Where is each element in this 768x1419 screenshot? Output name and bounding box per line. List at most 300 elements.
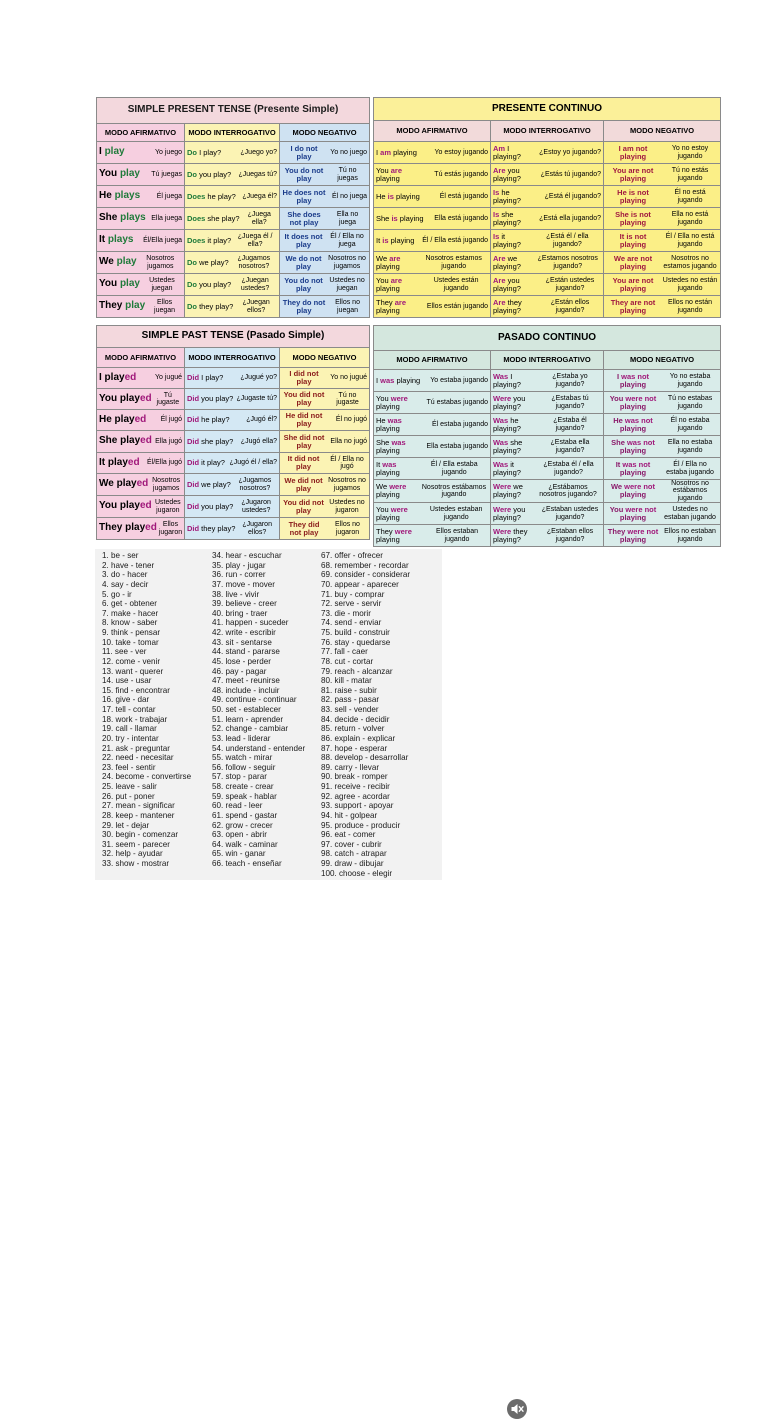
interrogative-spanish: ¿Estaba él jugando? — [553, 417, 587, 432]
affirmative-english — [376, 395, 424, 411]
interrogative-english — [187, 303, 233, 311]
affirmative-spanish: Ella juega — [151, 214, 182, 222]
interrogative-content — [187, 211, 277, 226]
verb-item: 99. draw - dibujar — [321, 859, 384, 868]
affirmative-verb: ed — [127, 456, 140, 468]
verb-item: 5. go - ir — [102, 589, 132, 599]
negative-content — [282, 277, 367, 293]
affirmative-english — [99, 458, 140, 469]
interrogative-cell — [185, 389, 280, 410]
affirmative-spanish: Ustedes jugaron — [154, 499, 181, 514]
affirmative-cell — [97, 208, 185, 230]
verb-item: 11. see - ver — [102, 647, 147, 657]
negative-cell — [604, 274, 721, 296]
verb-item: 17. tell - contar — [102, 705, 156, 714]
affirmative-verb: playing — [376, 467, 400, 477]
affirmative-english — [376, 461, 419, 477]
affirmative-cell — [97, 518, 185, 540]
affirmative-content — [99, 191, 182, 202]
interrogative-english — [493, 145, 537, 161]
negative-english: You are not playing — [612, 165, 654, 183]
verb-item: 58. create - crear — [212, 782, 274, 791]
negative-cell — [280, 274, 370, 296]
affirmative-cell — [374, 480, 491, 503]
affirmative-auxiliary: are — [389, 253, 401, 263]
affirmative-content — [99, 213, 182, 224]
verb-item: 24. become - convertirse — [102, 772, 192, 782]
negative-content — [606, 373, 718, 389]
affirmative-content — [99, 235, 182, 246]
verb-item: 29. let - dejar — [102, 820, 150, 830]
header-negativo: MODO NEGATIVO — [280, 124, 370, 142]
interrogative-auxiliary: Was — [493, 415, 509, 425]
interrogative-content — [493, 255, 601, 271]
verb-item: 86. explain - explicar — [321, 733, 396, 743]
affirmative-spanish: Ustedes juegan — [149, 277, 175, 292]
table-row — [97, 274, 370, 296]
affirmative-subject: You — [376, 393, 391, 403]
negative-spanish: Él / Ella no jugó — [330, 455, 364, 470]
interrogative-rest: they play? — [199, 523, 236, 533]
affirmative-cell — [97, 453, 185, 474]
affirmative-auxiliary: was — [380, 375, 395, 385]
affirmative-subject: I — [376, 147, 381, 157]
negative-content — [606, 395, 718, 411]
affirmative-cell — [374, 392, 491, 414]
interrogative-cell — [491, 525, 604, 547]
negative-spanish: Nosotros no estábamos jugando — [671, 480, 709, 502]
interrogative-english — [493, 528, 537, 544]
table-title: PASADO CONTINUO — [374, 326, 721, 351]
negative-content — [282, 391, 367, 407]
negative-cell — [280, 518, 370, 540]
affirmative-auxiliary: am — [380, 147, 392, 157]
interrogative-english — [493, 189, 537, 205]
affirmative-verb: play — [119, 168, 140, 180]
verb-item: 71. buy - comprar — [321, 589, 385, 599]
negative-english: He does not play — [282, 187, 326, 205]
interrogative-cell — [491, 392, 604, 414]
affirmative-subject: We play — [99, 478, 137, 490]
negative-content — [606, 480, 718, 502]
table-row — [374, 208, 721, 230]
negative-english: You did not play — [283, 390, 325, 407]
negative-english: They are not playing — [610, 297, 656, 315]
negative-content — [282, 412, 367, 428]
negative-content — [282, 233, 367, 249]
affirmative-auxiliary: is — [382, 235, 389, 245]
verb-item: 81. raise - subir — [321, 685, 377, 695]
affirmative-verb: playing — [376, 173, 400, 183]
verb-item: 89. carry - llevar — [321, 762, 380, 772]
negative-english: We do not play — [285, 253, 322, 271]
interrogative-auxiliary: Is — [493, 187, 500, 197]
presente-continuo-table — [373, 97, 721, 318]
affirmative-auxiliary: were — [390, 504, 408, 514]
interrogative-auxiliary: Do — [187, 257, 197, 267]
affirmative-verb: playing — [397, 213, 424, 223]
affirmative-verb: playing — [391, 147, 417, 157]
affirmative-content — [99, 255, 182, 270]
affirmative-subject: It play — [99, 456, 128, 468]
verb-item: 76. stay - quedarse — [321, 637, 391, 647]
affirmative-auxiliary: are — [394, 297, 407, 307]
affirmative-cell — [97, 142, 185, 164]
table-row — [97, 296, 370, 318]
verb-item: 75. build - construir — [321, 628, 390, 637]
verb-item: 36. run - correr — [212, 570, 266, 580]
negative-content — [282, 434, 367, 450]
verb-list-panel — [95, 549, 442, 880]
negative-spanish: Nosotros no estamos jugando — [663, 255, 717, 270]
interrogative-content — [493, 439, 601, 455]
affirmative-spanish: Ella jugó — [155, 437, 182, 445]
interrogative-rest: we play? — [199, 479, 231, 489]
negative-verb: playing — [619, 401, 647, 411]
verb-item: 10. take - tomar — [102, 637, 159, 647]
negative-spanish: Él no está jugando — [674, 189, 706, 204]
affirmative-english — [99, 191, 140, 202]
verb-item: 94. hit - golpear — [321, 810, 378, 820]
interrogative-cell — [185, 496, 280, 518]
table-row — [374, 436, 721, 458]
verb-column-2 — [212, 551, 305, 869]
interrogative-rest: it play? — [199, 458, 225, 468]
verb-item: 21. ask - preguntar — [102, 743, 170, 753]
affirmative-auxiliary: were — [389, 482, 407, 492]
negative-subject: We — [610, 482, 625, 492]
table-row — [97, 431, 370, 453]
verb-item: 74. send - enviar — [321, 618, 382, 628]
negative-content — [606, 189, 718, 205]
negative-spanish: Él / Ella no estaba jugando — [666, 461, 714, 476]
negative-cell — [280, 410, 370, 431]
affirmative-content — [99, 477, 182, 492]
affirmative-english — [376, 439, 424, 455]
interrogative-auxiliary: Were — [493, 504, 512, 514]
interrogative-rest: he playing? — [493, 187, 521, 205]
verb-item: 19. call - llamar — [102, 724, 157, 734]
interrogative-spanish: ¿Juego yo? — [240, 148, 277, 156]
header-interrogativo: MODO INTERROGATIVO — [491, 121, 604, 142]
negative-content — [282, 499, 367, 515]
affirmative-content — [376, 255, 488, 271]
affirmative-subject: We — [376, 482, 390, 492]
interrogative-content — [187, 149, 277, 157]
negative-cell — [280, 474, 370, 496]
verb-item: 2. have - tener — [102, 560, 155, 570]
verb-item: 96. eat - comer — [321, 830, 376, 840]
verb-item: 55. watch - mirar — [212, 753, 273, 763]
interrogative-rest: she playing? — [493, 209, 521, 227]
affirmative-cell — [97, 230, 185, 252]
interrogative-english — [187, 281, 231, 289]
affirmative-english — [99, 213, 146, 224]
affirmative-spanish: Nosotros jugamos — [152, 477, 181, 492]
verb-item: 73. die - morir — [321, 608, 371, 618]
interrogative-english — [187, 259, 229, 267]
interrogative-content — [493, 461, 601, 477]
table-row — [97, 474, 370, 496]
interrogative-spanish: ¿Está ella jugando? — [539, 214, 601, 222]
interrogative-rest: they playing? — [493, 526, 528, 544]
affirmative-cell — [97, 186, 185, 208]
negative-spanish: Nosotros no jugamos — [328, 255, 366, 270]
verb-item: 38. live - vivir — [212, 589, 260, 599]
table-row — [97, 208, 370, 230]
affirmative-content — [99, 415, 182, 426]
interrogative-spanish: ¿Juegan ustedes? — [240, 277, 270, 292]
negative-auxiliary: were not — [627, 526, 659, 536]
verb-item: 52. change - cambiar — [212, 724, 289, 734]
interrogative-content — [493, 277, 601, 293]
affirmative-spanish: Ellos estaban jugando — [435, 528, 479, 543]
interrogative-english — [187, 237, 231, 245]
negative-spanish: Ustedes no juegan — [329, 277, 365, 292]
verb-item: 13. want - querer — [102, 666, 164, 676]
negative-cell — [604, 503, 721, 525]
interrogative-spanish: ¿Juegas tú? — [238, 170, 277, 178]
negative-english — [606, 506, 660, 522]
affirmative-subject: You — [376, 504, 391, 514]
interrogative-rest: they playing? — [493, 297, 522, 315]
affirmative-cell — [374, 142, 491, 164]
table-row — [97, 142, 370, 164]
interrogative-spanish: ¿Estaba yo jugando? — [552, 373, 588, 388]
verb-item: 65. win - ganar — [212, 849, 266, 859]
interrogative-auxiliary: Are — [493, 297, 506, 307]
affirmative-verb: playing — [393, 191, 420, 201]
table-row — [374, 274, 721, 296]
interrogative-auxiliary: Did — [187, 458, 200, 468]
affirmative-english — [376, 377, 420, 385]
affirmative-subject: She play — [99, 435, 141, 447]
verb-item: 80. kill - matar — [321, 676, 372, 686]
interrogative-english — [187, 416, 230, 424]
table-row — [97, 252, 370, 274]
affirmative-cell — [374, 458, 491, 480]
affirmative-verb: playing — [376, 445, 400, 455]
interrogative-content — [187, 459, 277, 467]
negative-spanish: Ella no jugó — [330, 437, 367, 445]
interrogative-rest: it playing? — [493, 231, 521, 249]
speaker-muted-icon[interactable] — [507, 1399, 527, 1419]
table-row — [97, 410, 370, 431]
verb-item: 47. meet - reunirse — [212, 676, 280, 686]
negative-content — [282, 521, 367, 537]
affirmative-english — [376, 506, 422, 522]
interrogative-rest: you play? — [199, 394, 234, 404]
interrogative-spanish: ¿Jugó él / ella? — [229, 459, 277, 467]
verb-item: 98. catch - atrapar — [321, 849, 387, 859]
affirmative-content — [376, 149, 488, 157]
interrogative-auxiliary: Do — [187, 301, 197, 311]
verb-item: 23. feel - sentir — [102, 762, 156, 772]
table-row — [97, 518, 370, 540]
interrogative-spanish: ¿Jugué yo? — [240, 374, 277, 382]
affirmative-content — [99, 373, 182, 384]
negative-content — [282, 145, 367, 161]
verb-item: 79. reach - alcanzar — [321, 666, 393, 676]
affirmative-subject: He — [99, 190, 115, 202]
interrogative-content — [493, 167, 601, 183]
table-row — [97, 389, 370, 410]
verb-item: 91. receive - recibir — [321, 782, 390, 791]
affirmative-english — [376, 277, 422, 293]
affirmative-subject: They play — [99, 522, 146, 534]
affirmative-cell — [374, 230, 491, 252]
interrogative-auxiliary: Did — [187, 523, 200, 533]
affirmative-spanish: Tú jugaste — [156, 391, 180, 406]
negative-verb: playing — [619, 423, 647, 433]
affirmative-spanish: Tú estabas jugando — [426, 398, 488, 406]
negative-english — [606, 461, 660, 477]
interrogative-spanish: ¿Estaban ustedes jugando? — [541, 506, 599, 521]
negative-spanish: Ella no estaba jugando — [667, 439, 713, 454]
interrogative-rest: you play? — [197, 279, 232, 289]
table-row — [97, 368, 370, 389]
interrogative-auxiliary: Were — [493, 393, 512, 403]
negative-content — [282, 455, 367, 471]
affirmative-verb: play — [119, 278, 140, 290]
negative-content — [282, 477, 367, 493]
affirmative-verb: playing — [388, 235, 415, 245]
negative-content — [606, 233, 718, 249]
interrogative-rest: she playing? — [493, 437, 523, 455]
interrogative-spanish: ¿Estoy yo jugando? — [539, 148, 601, 156]
affirmative-english — [99, 235, 133, 246]
interrogative-auxiliary: Did — [187, 501, 200, 511]
negative-verb: playing — [619, 379, 647, 389]
table-row — [374, 296, 721, 318]
interrogative-spanish: ¿Juega él? — [242, 192, 277, 200]
verb-item: 27. mean - significar — [102, 801, 175, 811]
affirmative-subject: You — [99, 168, 120, 180]
affirmative-verb: ed — [124, 371, 137, 383]
affirmative-subject: We — [376, 253, 390, 263]
verb-item: 3. do - hacer — [102, 570, 148, 580]
affirmative-subject: She — [376, 437, 392, 447]
negative-cell — [280, 186, 370, 208]
negative-cell — [604, 370, 721, 392]
negative-verb: playing — [619, 467, 647, 477]
verb-item: 8. know - saber — [102, 618, 158, 628]
negative-english: She does not play — [287, 209, 321, 227]
affirmative-spanish: Nosotros estamos jugando — [425, 255, 482, 270]
table-row — [374, 370, 721, 392]
header-negativo: MODO NEGATIVO — [604, 121, 721, 142]
verb-item: 82. pass - pasar — [321, 695, 380, 705]
interrogative-english — [493, 483, 533, 499]
interrogative-rest: I play? — [199, 373, 224, 383]
negative-english: You did not play — [283, 497, 324, 515]
interrogative-cell — [491, 208, 604, 230]
interrogative-rest: you playing? — [493, 504, 526, 522]
negative-content — [282, 299, 367, 315]
interrogative-auxiliary: Is — [493, 231, 500, 241]
verb-item: 78. cut - cortar — [321, 656, 374, 666]
negative-auxiliary: were not — [624, 482, 656, 492]
table-row — [374, 458, 721, 480]
verb-item: 90. break - romper — [321, 772, 388, 782]
table-title: SIMPLE PAST TENSE (Pasado Simple) — [97, 326, 370, 348]
negative-spanish: Él / Ella no está jugando — [665, 233, 715, 248]
interrogative-rest: he play? — [199, 415, 230, 425]
negative-content — [282, 370, 367, 386]
verb-item: 70. appear - aparecer — [321, 579, 399, 589]
interrogative-english — [187, 374, 223, 382]
affirmative-cell — [374, 274, 491, 296]
interrogative-english — [187, 395, 233, 403]
affirmative-cell — [374, 296, 491, 318]
verb-item: 49. continue - continuar — [212, 695, 297, 705]
interrogative-content — [187, 299, 277, 314]
interrogative-cell — [185, 208, 280, 230]
interrogative-spanish: ¿Juega él / ella? — [237, 233, 273, 248]
interrogative-cell — [491, 252, 604, 274]
affirmative-spanish: Ellos jugaron — [158, 521, 183, 536]
interrogative-cell — [491, 274, 604, 296]
affirmative-auxiliary: were — [394, 526, 412, 536]
affirmative-subject: It — [376, 235, 383, 245]
interrogative-auxiliary: Were — [493, 482, 512, 492]
affirmative-english — [99, 257, 137, 268]
negative-cell — [604, 480, 721, 503]
affirmative-cell — [374, 503, 491, 525]
verb-item: 88. develop - desarrollar — [321, 753, 409, 763]
negative-cell — [604, 436, 721, 458]
negative-content — [606, 145, 718, 161]
verb-item: 66. teach - enseñar — [212, 859, 282, 868]
affirmative-subject: She — [376, 213, 392, 223]
negative-subject: They — [607, 526, 628, 536]
verb-item: 69. consider - considerar — [321, 570, 411, 580]
verb-item: 100. choose - elegir — [321, 868, 393, 878]
verb-item: 39. believe - creer — [212, 599, 277, 609]
header-interrogativo: MODO INTERROGATIVO — [491, 351, 604, 370]
affirmative-auxiliary: are — [390, 275, 403, 285]
verb-item: 93. support - apoyar — [321, 801, 394, 811]
table-row — [374, 252, 721, 274]
negative-content — [606, 167, 718, 183]
negative-spanish: Ustedes no jugaron — [329, 499, 365, 514]
verb-item: 72. serve - servir — [321, 599, 382, 609]
table-row — [374, 525, 721, 547]
affirmative-spanish: Ellos están jugando — [426, 302, 488, 310]
affirmative-content — [99, 499, 182, 514]
affirmative-cell — [374, 252, 491, 274]
interrogative-english — [187, 215, 240, 223]
negative-english — [606, 373, 660, 389]
affirmative-verb: playing — [376, 490, 400, 500]
affirmative-verb: playing — [376, 423, 400, 433]
negative-auxiliary: was not — [621, 371, 650, 381]
affirmative-english — [99, 169, 140, 180]
negative-spanish: Tú no jugaste — [336, 391, 359, 406]
interrogative-english — [493, 255, 533, 271]
verb-item: 30. begin - comenzar — [102, 830, 179, 840]
interrogative-rest: I playing? — [493, 371, 521, 389]
verb-item: 41. happen - suceder — [212, 618, 289, 628]
affirmative-cell — [374, 208, 491, 230]
negative-english — [606, 417, 660, 433]
negative-spanish: Él no jugó — [335, 416, 367, 424]
interrogative-content — [493, 528, 601, 544]
negative-english: We did not play — [284, 475, 323, 493]
interrogative-cell — [491, 480, 604, 503]
interrogative-cell — [185, 252, 280, 274]
affirmative-subject: You — [376, 165, 391, 175]
